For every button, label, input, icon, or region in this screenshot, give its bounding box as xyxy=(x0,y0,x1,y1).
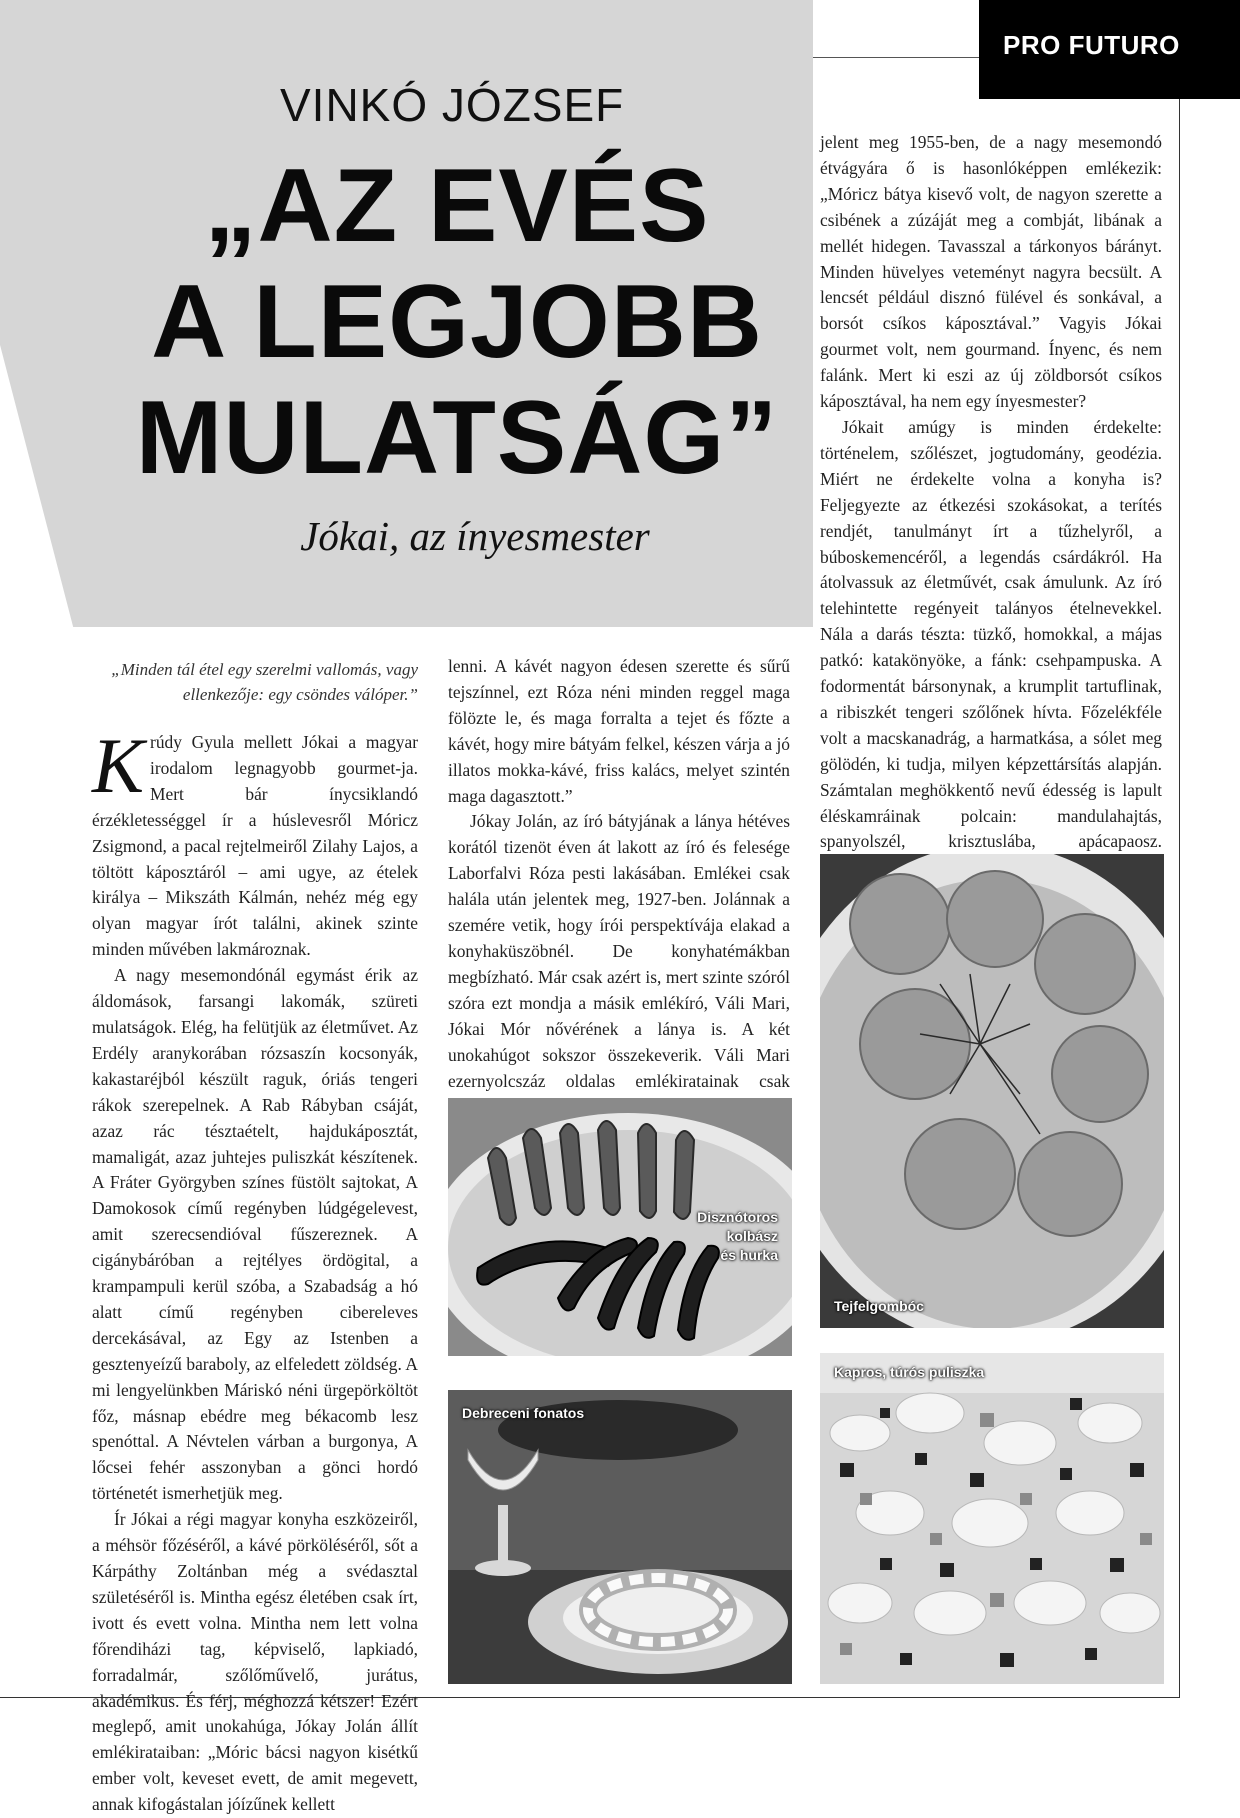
column-2 xyxy=(448,654,790,1120)
paragraph-text: rúdy Gyula mellett Jókai a magyar irodalom legnagyobb gourmet-ja. Mert bár ínycsiklandó érzékletességgel ír a húslevesről Móricz Zsigmond, a pacal rejtelmeiről Zilahy Lajos, a töltött káposztáról – ami ugye, az ételek királya – Mikszáth Kálmán, nehéz még egy olyan magyar írót találni, akinek szinte minden művében lakmároznak. xyxy=(92,732,418,960)
fonatos-illustration xyxy=(448,1390,792,1684)
section-tab xyxy=(979,0,1240,99)
caption-sausages xyxy=(658,1208,778,1265)
paragraph: lenni. A kávét nagyon édesen szerette és sűrű tejszínnel, ezt Róza néni minden reggel maga fölözte le, és maga forralta a tejet és főzte a kávét, hogy mire bátyám felkel, készen várja a jó illatos mokka-kávé, friss kalács, melyet szintén maga dagasztott.” xyxy=(448,656,790,806)
caption-dumplings: Tejfelgombóc xyxy=(834,1298,924,1314)
section-label: PRO FUTURO xyxy=(1003,30,1180,60)
dumplings-illustration xyxy=(820,854,1164,1328)
title-line-1: „AZ EVÉS xyxy=(204,148,710,264)
author-name: VINKÓ JÓZSEF xyxy=(280,79,625,131)
motto-quote: „Minden tál étel egy szerelmi vallomás, vagy ellenkezője: egy csöndes válóper.” xyxy=(111,660,418,704)
photo-sausages xyxy=(448,1098,792,1356)
title-line-2: A LEGJOBB xyxy=(151,264,763,380)
column-1 xyxy=(92,722,418,1818)
drop-cap: K xyxy=(92,722,145,809)
paragraph: Jókait amúgy is minden érdekelte: történelem, szőlészet, jogtudomány, geodézia. Miért ne érdekelte volna a konyha is? Feljegyezte az étkezési szokásokat, a terítés rendjét, tanulmányt írt a tűzhelyről, a búboskemencéről, a legendás csárdákról. Ha átolvassuk az életművét, csak ámulunk. Az író telehintette regényeit talányos ételnevekkel. Nála a darás tészta: tüzkő, homokkal, a májas patkó: katakönyöke, a fánk: csehpampuska. A fodormentát bársonynak, a krumplit tartuflinak, a ribiszkét tengeri szőlőnek hívta. Főzelékféle volt a macskanadrág, a harmatkása, a sólet meg gölödén, ki tudja, milyen képzettársítás alapján. Számtalan meghökkentő nevű édesség is lapult éléskamráinak polcain: mandulahajtás, spanyolszél, krisztuslába, apácapaosz. xyxy=(820,416,1162,852)
caption-puliszka: Kapros, túrós puliszka xyxy=(834,1364,985,1380)
photo-dumplings xyxy=(820,854,1164,1328)
paragraph: Jókay Jolán, az író bátyjának a lánya hétéves korától tizenöt éven át lakott az író és felesége Laborfalvi Róza pesti lakásában. Emlékei csak halála után jelentek meg, 1927-ben. Jolánnak a szemére vetik, hogy írói perspektívája elakad a konyhaküszöbnél. De konyhatémákban megbízható. Már csak azért is, mert szinte szóról szóra ezt mondja a másik emlékíró, Váli Mari, Jókai Mór nővérének a lánya is. A két unokahúgot sokszor összekeverik. Váli Mari ezernyolcszáz oldalas emlékiratainak csak xyxy=(448,811,790,1091)
right-rule xyxy=(1179,57,1180,1697)
caption-line: kolbász xyxy=(726,1228,778,1244)
article-title xyxy=(112,148,802,496)
photo-fonatos xyxy=(448,1390,792,1684)
photo-puliszka xyxy=(820,1353,1164,1684)
article-subtitle: Jókai, az ínyesmester xyxy=(300,513,650,559)
title-line-3: MULATSÁG” xyxy=(135,380,779,496)
paragraph: A nagy mesemondónál egymást érik az áldomások, farsangi lakomák, szüreti mulatságok. Elég, ha felütjük az életművet. Az Erdély aranykorában rózsaszín kocsonyák, kakastaréjból készült raguk, óriás tengeri rákok szerepelnek. A Rab Rábyban csáját, azaz rác tésztaételt, hajdukáposztát, mamaligát, azaz juhtejes puliszkát készítenek. A Fráter Györgyben színes füstölt sajtokat, A Damokosok című regényben lúdgégelevest, amit szerecsendióval fűszereznek. A cigánybáróban a rejtélyes ördögital, a krampampuli kerül szóba, a Szabadság a hó alatt című regényben cibereleves dercekásával, az Egy az Istenben a gesztenyeízű baraboly, az elfeledett zöldség. A mi lengyelünkben Máriskó néni ürgepörköltöt főz, másnap ebédre meg békacomb lesz spenóttal. A Névtelen várban a burgonya, A lőcsei fehér asszonyban a gönci hordó történetét ismerhetjük meg. xyxy=(92,965,418,1504)
paragraph xyxy=(92,722,418,963)
caption-line: és hurka xyxy=(720,1247,778,1263)
column-3 xyxy=(820,130,1162,881)
caption-fonatos: Debreceni fonatos xyxy=(462,1405,585,1421)
paragraph: jelent meg 1955-ben, de a nagy mesemondó étvágyára ő is hasonlóképpen emlékezik: „Móricz bátya kisevő volt, de nagyon szerette a csibének a zúzáját meg a combját, libának a mellét hidegen. Tavasszal a tárkonyos bárányt. Minden hüvelyes veteményt nagyra becsült. A lencsét például disznó fülével és sonkával, a borsót csíkos káposztával.” Vagyis Jókai gourmet volt, nem gourmand. Ínyenc, és nem falánk. Mert ki eszi az új zöldborsót csíkos káposztával, ha nem egy ínyesmester? xyxy=(820,132,1162,412)
caption-line: Disznótoros xyxy=(697,1209,778,1225)
paragraph: Ír Jókai a régi magyar konyha eszközeiről, a méhsör főzéséről, a kávé pörköléséről, sőt a Kárpáthy Zoltánban még a svédasztal születéséről is. Mintha egész életében csak írt, ivott és evett volna. Mintha nem lett volna főrendiházi tag, képviselő, lapkiadó, forradalmár, szőlőművelő, jurátus, akadémikus. És férj, méghozzá kétszer! Ezért meglepő, amit unokahúga, Jókay Jolán állít emlékirataiban: „Móric bácsi nagyon kisétkű ember volt, keveset evett, de amit megevett, annak kifogástalan jóízűnek kellett xyxy=(92,1509,418,1815)
puliszka-illustration xyxy=(820,1353,1164,1684)
